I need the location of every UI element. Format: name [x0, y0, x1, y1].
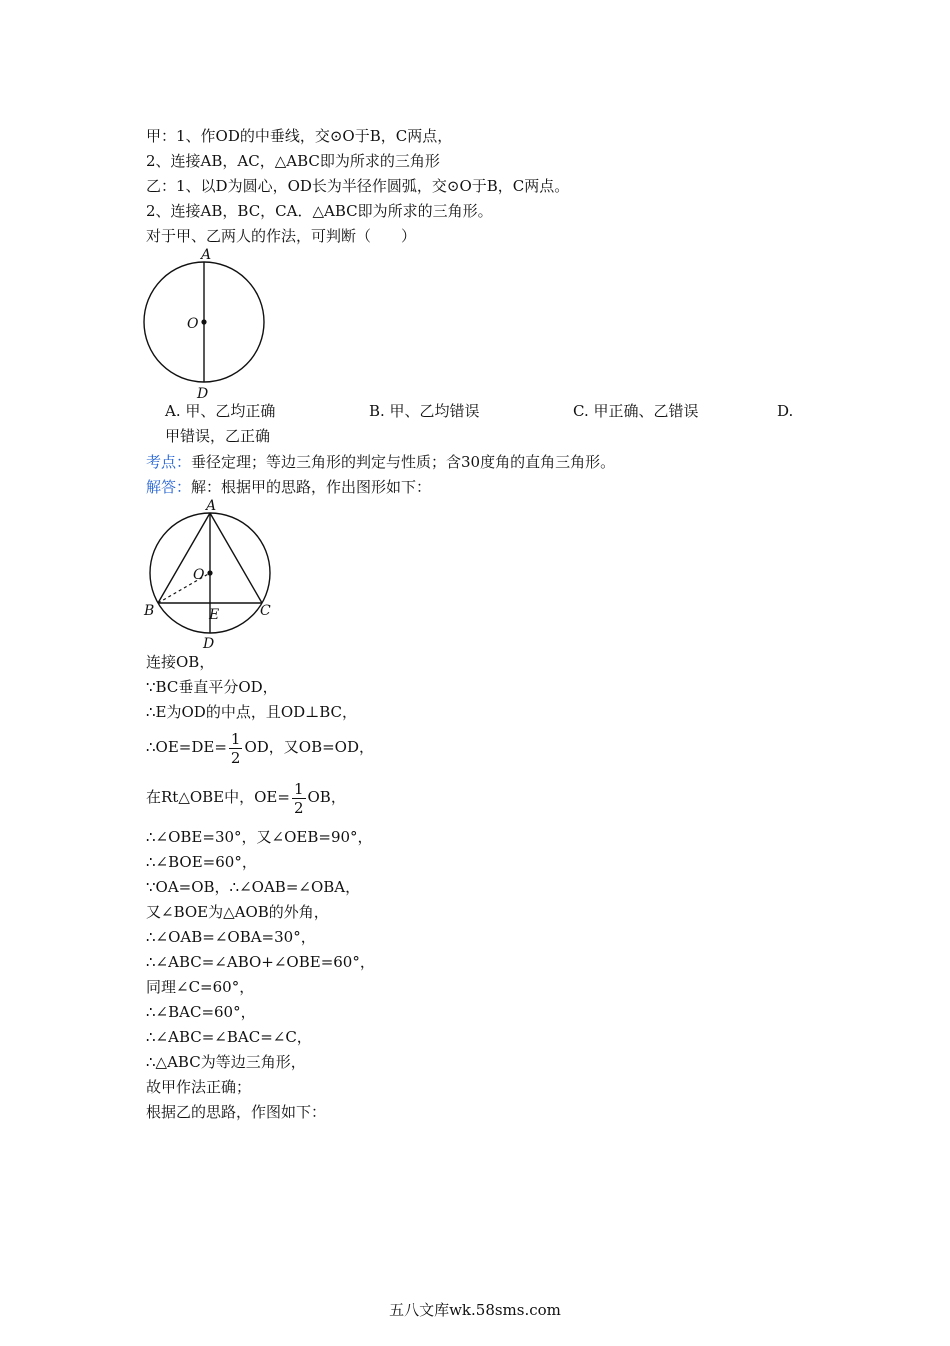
solution-step-6: ∴∠OBE=30°，又∠OEB=90°， [146, 828, 373, 846]
problem-line-5: 对于甲、乙两人的作法，可判断（ ） [146, 227, 417, 245]
label-a-2: A [206, 498, 217, 514]
solution-step-13: ∴∠BAC=60°， [146, 1003, 256, 1021]
kaodian-text: 垂径定理；等边三角形的判定与性质；含30度角的直角三角形。 [191, 453, 616, 471]
label-d-2: D [203, 636, 215, 652]
kaodian-line [146, 452, 615, 472]
fraction-one-half [229, 730, 243, 767]
jieda-text: 解：根据甲的思路，作出图形如下： [191, 478, 432, 496]
step5-suffix: OB， [307, 788, 346, 806]
label-e: E [209, 607, 220, 623]
solution-step-5 [146, 777, 346, 817]
fraction-numerator-2: 1 [293, 779, 304, 798]
solution-step-11: ∴∠ABC=∠ABO+∠OBE=60°， [146, 953, 375, 971]
solution-step-12: 同理∠C=60°， [146, 978, 255, 996]
solution-step-7: ∴∠BOE=60°， [146, 853, 257, 871]
problem-line-2: 2、连接AB，AC，△ABC即为所求的三角形 [146, 152, 440, 170]
option-d-text: 甲错误，乙正确 [165, 427, 271, 445]
solution-step-3: ∴E为OD的中点，且OD⊥BC， [146, 703, 358, 721]
option-c: C. 甲正确、乙错误 [573, 402, 699, 420]
label-d: D [197, 386, 209, 402]
jieda-line [146, 477, 431, 497]
option-b: B. 甲、乙均错误 [369, 402, 480, 420]
solution-step-1: 连接OB， [146, 653, 215, 671]
problem-line-1: 甲：1、作OD的中垂线，交⊙O于B，C两点， [146, 127, 453, 145]
solution-step-2: ∵BC垂直平分OD， [146, 678, 278, 696]
kaodian-label: 考点： [146, 453, 192, 471]
figure-circle-diameter [136, 246, 276, 402]
label-o-2: O [193, 567, 205, 583]
option-d: D. [777, 402, 794, 420]
fraction-denominator: 2 [230, 748, 241, 767]
solution-step-8: ∵OA=OB，∴∠OAB=∠OBA， [146, 878, 361, 896]
step4-prefix: ∴OE=DE= [146, 738, 227, 756]
side-ab [158, 513, 210, 603]
figure-inscribed-triangle [140, 496, 280, 652]
center-point-o-2 [207, 570, 212, 575]
step4-suffix: OD，又OB=OD， [244, 738, 374, 756]
center-point-o [201, 319, 206, 324]
problem-line-3: 乙：1、以D为圆心，OD长为半径作圆弧，交⊙O于B，C两点。 [146, 177, 570, 195]
jieda-label: 解答： [146, 478, 192, 496]
label-a: A [201, 247, 212, 263]
side-ac [210, 513, 262, 603]
label-b: B [144, 603, 155, 619]
footer-watermark: 五八文库wk.58sms.com [389, 1301, 561, 1319]
solution-step-9: 又∠BOE为△AOB的外角， [146, 903, 329, 921]
step5-prefix: 在Rt△OBE中，OE= [146, 788, 290, 806]
fraction-denominator-2: 2 [293, 798, 304, 817]
option-a: A. 甲、乙均正确 [165, 402, 276, 420]
solution-step-14: ∴∠ABC=∠BAC=∠C， [146, 1028, 312, 1046]
solution-step-10: ∴∠OAB=∠OBA=30°， [146, 928, 316, 946]
fraction-numerator: 1 [230, 729, 241, 748]
label-o: O [187, 316, 199, 332]
solution-step-16: 故甲作法正确； [146, 1078, 252, 1096]
label-c: C [260, 603, 271, 619]
solution-step-17: 根据乙的思路，作图如下： [146, 1103, 327, 1121]
solution-step-15: ∴△ABC为等边三角形， [146, 1053, 306, 1071]
fraction-one-half-2 [292, 780, 306, 817]
problem-line-4: 2、连接AB，BC，CA．△ABC即为所求的三角形。 [146, 202, 493, 220]
solution-step-4 [146, 727, 374, 767]
